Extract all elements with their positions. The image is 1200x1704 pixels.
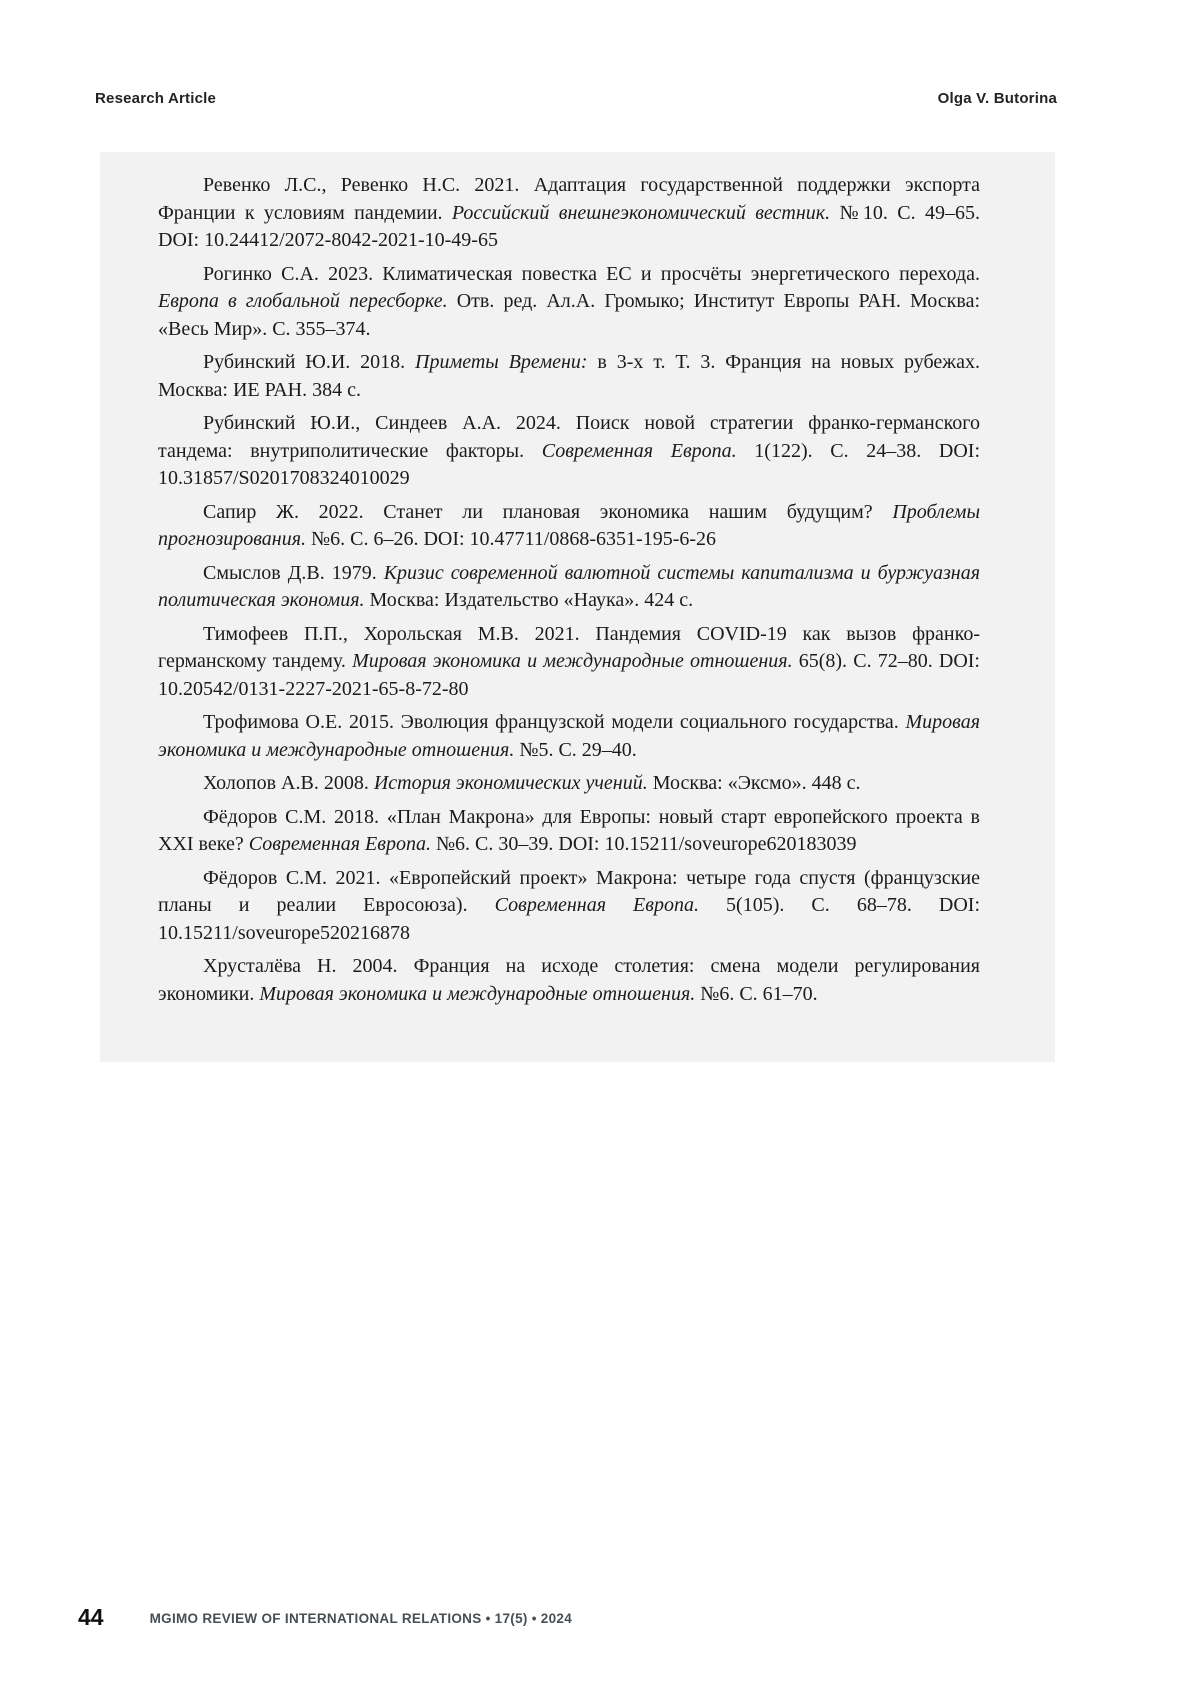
reference-entry: Ревенко Л.С., Ревенко Н.С. 2021. Адаптация государственной поддержки экспорта Франции к условиям пандемии. Российский внешнеэкономический вестник. №10. С. 49–65. DOI: 10.24412/2072-8042-2021-10-49-65 [158,174,980,251]
reference-entry: Рогинко С.А. 2023. Климатическая повестка ЕС и просчёты энергетического перехода. Европа в глобальной пересборке. Отв. ред. Ал.А. Громыко; Институт Европы РАН. Москва: «Весь Мир». С. 355–374. [158,262,981,340]
reference-entry: Смыслов Д.В. 1979. Кризис современной валютной системы капитализма и буржуазная политическая экономия. Москва: Издательство «Наука». 424 с. [158,561,981,611]
journal-footer-line: MGIMO REVIEW OF INTERNATIONAL RELATIONS • 17(5) • 2024 [149,1611,573,1626]
author-name: Olga V. Butorina [937,90,1057,107]
article-type-label: Research Article [95,90,217,107]
reference-entry: Хрусталёва Н. 2004. Франция на исходе столетия: смена модели регулирования экономики. Мировая экономика и международные отношения. №6. С. 61–70. [158,955,980,1005]
reference-entry: Холопов А.В. 2008. История экономических учений. Москва: «Эксмо». 448 с. [203,772,861,794]
reference-entry: Фёдоров С.М. 2018. «План Макрона» для Европы: новый старт европейского проекта в XXI веке? Современная Европа. №6. С. 30–39. DOI: 10.15211/soveurope620183039 [158,805,980,855]
running-head [95,90,1057,107]
page-number: 44 [78,1604,104,1630]
reference-entry: Тимофеев П.П., Хорольская М.В. 2021. Пандемия COVID-19 как вызов франко-германскому тандему. Мировая экономика и международные отношения. 65(8). С. 72–80. DOI: 10.20542/0131-2227-2021-65-8-72-80 [158,622,980,700]
reference-entry: Сапир Ж. 2022. Станет ли плановая экономика нашим будущим? Проблемы прогнозирования. №6. С. 6–26. DOI: 10.47711/0868-6351-195-6-26 [158,500,980,550]
reference-entry: Рубинский Ю.И., Синдеев А.А. 2024. Поиск новой стратегии франко-германского тандема: внутриполитические факторы. Современная Европа. 1(122). С. 24–38. DOI: 10.31857/S0201708324010029 [158,412,981,489]
reference-entry: Трофимова О.Е. 2015. Эволюция французской модели социального государства. Мировая экономика и международные отношения. №5. С. 29–40. [158,711,980,761]
reference-entry: Фёдоров С.М. 2021. «Европейский проект» Макрона: четыре года спустя (французские планы и реалии Евросоюза). Современная Европа. 5(105). С. 68–78. DOI: 10.15211/soveurope520216878 [158,866,981,944]
reference-entry: Рубинский Ю.И. 2018. Приметы Времени: в 3-х т. Т. 3. Франция на новых рубежах. Москва: ИЕ РАН. 384 с. [158,351,980,401]
references-panel [100,152,1055,1062]
references-list [158,172,980,1008]
page-footer [78,1604,572,1631]
